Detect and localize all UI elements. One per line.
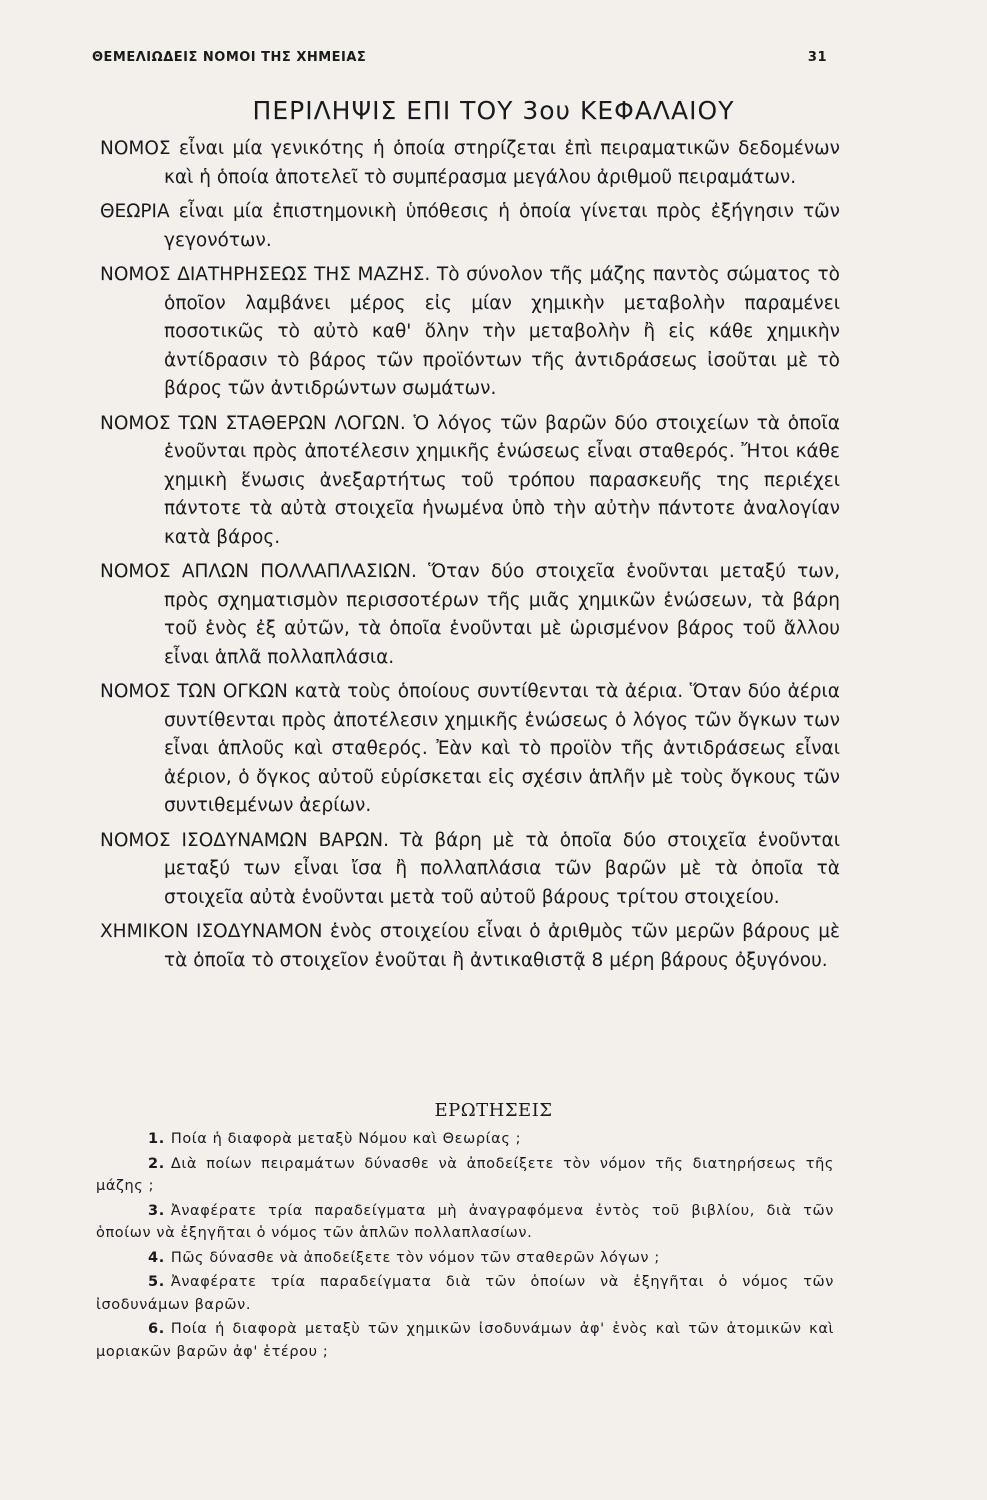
question-item	[96, 1318, 834, 1363]
summary-entry	[100, 827, 840, 913]
entry-text: ἑνὸς στοιχείου εἶναι ὁ ἀριθμὸς τῶν μερῶν βάρους μὲ τὰ ὁποῖα τὸ στοιχεῖον ἑνοῦται ἢ ἀντικαθιστᾷ 8 μέρη βάρους ὀξυγόνου.	[164, 921, 841, 971]
summary-entries	[100, 135, 840, 981]
entry-text: Ὁ λόγος τῶν βαρῶν δύο στοιχείων τὰ ὁποῖα ἑνοῦνται πρὸς ἀποτέλεσιν χημικῆς ἑνώσεως εἶναι σταθερός. Ἤτοι κάθε χημικὴ ἕνωσις ἀνεξαρτήτως τοῦ τρόπου παρασκευῆς της περιέχει πάντοτε τὰ αὐτὰ στοιχεῖα ἡνωμένα ὑπὸ τὴν αὐτὴν πάντοτε ἀναλογίαν κατὰ βάρος.	[164, 412, 840, 548]
entry-term: ΝΟΜΟΣ ΤΩΝ ΣΤΑΘΕΡΩΝ ΛΟΓΩΝ.	[100, 412, 406, 434]
question-text: Διὰ ποίων πειραμάτων δύνασθε νὰ ἀποδείξετε τὸν νόμον τῆς διατηρήσεως τῆς μάζης ;	[96, 1155, 834, 1194]
entry-text: εἶναι μία γενικότης ἡ ὁποία στηρίζεται ἐπὶ πειραματικῶν δεδομένων καὶ ἡ ὁποία ἀποτελεῖ τὸ συμπέρασμα μεγάλου ἀριθμοῦ πειραμάτων.	[164, 138, 840, 188]
entry-term: ΝΟΜΟΣ ΙΣΟΔΥΝΑΜΩΝ ΒΑΡΩΝ.	[100, 829, 389, 851]
question-text: Ἀναφέρατε τρία παραδείγματα διὰ τῶν ὁποίων νὰ ἐξηγῆται ὁ νόμος τῶν ἰσοδυνάμων βαρῶν.	[96, 1274, 834, 1313]
entry-text: εἶναι μία ἐπιστημονικὴ ὑπόθεσις ἡ ὁποία γίνεται πρὸς ἐξήγησιν τῶν γεγονότων.	[164, 201, 840, 251]
entry-text: Τὸ σύνολον τῆς μάζης παντὸς σώματος τὸ ὁποῖον λαμβάνει μέρος εἰς μίαν χημικὴν μεταβολὴν παραμένει ποσοτικῶς τὸ αὐτὸ καθ' ὅλην τὴν μεταβολὴν ἢ εἰς κάθε χημικὴν ἀντίδρασιν τὸ βάρος τῶν προϊόντων τῆς ἀντιδράσεως ἰσοῦται μὲ τὸ βάρος τῶν ἀντιδρώντων σωμάτων.	[164, 264, 840, 399]
summary-entry	[100, 558, 840, 672]
entry-term: ΝΟΜΟΣ ΔΙΑΤΗΡΗΣΕΩΣ ΤΗΣ ΜΑΖΗΣ.	[100, 264, 431, 285]
summary-entry	[100, 135, 840, 192]
chapter-summary-title: ΠΕΡΙΛΗΨΙΣ ΕΠΙ ΤΟΥ 3ου ΚΕΦΑΛΑΙΟΥ	[252, 96, 735, 125]
summary-entry	[100, 261, 840, 404]
question-number: 6.	[148, 1321, 165, 1337]
question-text: Ποία ἡ διαφορὰ μεταξὺ τῶν χημικῶν ἰσοδυνάμων ἀφ' ἑνὸς καὶ τῶν ἀτομικῶν καὶ μοριακῶν βαρῶν ἀφ' ἑτέρου ;	[96, 1321, 834, 1360]
question-number: 2.	[148, 1155, 165, 1172]
question-number: 3.	[148, 1202, 165, 1219]
question-item	[96, 1200, 834, 1245]
entry-text: Τὰ βάρη μὲ τὰ ὁποῖα δύο στοιχεῖα ἑνοῦνται μεταξύ των εἶναι ἴσα ἢ πολλαπλάσια τῶν βαρῶν μὲ τὰ ὁποῖα τὰ στοιχεῖα αὐτὰ ἑνοῦνται μετὰ τοῦ αὐτοῦ βάρους τρίτου στοιχείου.	[164, 829, 841, 908]
question-number: 5.	[148, 1274, 165, 1290]
entry-text: Ὅταν δύο στοιχεῖα ἑνοῦνται μεταξύ των, πρὸς σχηματισμὸν περισσοτέρων τῆς μιᾶς χημικῶν ἑνώσεων, τὰ βάρη τοῦ ἑνὸς ἐξ αὐτῶν, τὰ ὁποῖα ἑνοῦνται μὲ ὡρισμένον βάρος τοῦ ἄλλου εἶναι ἁπλᾶ πολλαπλάσια.	[164, 561, 840, 668]
summary-entry	[100, 198, 840, 255]
question-text: Πῶς δύνασθε νὰ ἀποδείξετε τὸν νόμον τῶν σταθερῶν λόγων ;	[170, 1249, 660, 1266]
running-title: ΘΕΜΕΛΙΩΔΕΙΣ ΝΟΜΟΙ ΤΗΣ ΧΗΜΕΙΑΣ	[92, 50, 367, 65]
summary-entry	[100, 918, 840, 975]
summary-entry	[100, 678, 840, 821]
page-number: 31	[807, 50, 827, 65]
question-item	[96, 1271, 834, 1316]
question-item	[96, 1153, 834, 1198]
question-text: Ποία ἡ διαφορὰ μεταξὺ Νόμου καὶ Θεωρίας ;	[170, 1131, 522, 1147]
question-item	[96, 1247, 834, 1270]
entry-term: ΝΟΜΟΣ ΑΠΛΩΝ ΠΟΛΛΑΠΛΑΣΙΩΝ.	[100, 561, 417, 582]
question-item	[96, 1128, 834, 1151]
question-text: Ἀναφέρατε τρία παραδείγματα μὴ ἀναγραφόμενα ἐντὸς τοῦ βιβλίου, διὰ τῶν ὁποίων νὰ ἐξηγῆται ὁ νόμος τῶν ἁπλῶν πολλαπλασίων.	[96, 1202, 834, 1241]
summary-entry	[100, 410, 840, 553]
entry-term: ΘΕΩΡΙΑ	[100, 201, 170, 222]
entry-term: ΧΗΜΙΚΟΝ ΙΣΟΔΥΝΑΜΟΝ	[100, 921, 323, 942]
questions-list	[96, 1128, 834, 1365]
running-header	[92, 50, 827, 65]
entry-term: ΝΟΜΟΣ ΤΩΝ ΟΓΚΩΝ	[100, 681, 288, 702]
entry-text: κατὰ τοὺς ὁποίους συντίθενται τὰ ἀέρια. Ὅταν δύο ἀέρια συντίθενται πρὸς ἀποτέλεσιν χημικῆς ἑνώσεως ὁ λόγος τῶν ὄγκων των εἶναι ἁπλοῦς καὶ σταθερός. Ἐὰν καὶ τὸ προϊὸν τῆς ἀντιδράσεως εἶναι ἀέριον, ὁ ὄγκος αὐτοῦ εὑρίσκεται εἰς σχέσιν ἁπλῆν μὲ τοὺς ὄγκους τῶν συντιθεμένων ἀερίων.	[164, 681, 840, 816]
question-number: 4.	[148, 1249, 165, 1266]
questions-heading: ΕΡΩΤΗΣΕΙΣ	[434, 1100, 553, 1121]
question-number: 1.	[148, 1131, 165, 1147]
entry-term: ΝΟΜΟΣ	[100, 138, 171, 159]
